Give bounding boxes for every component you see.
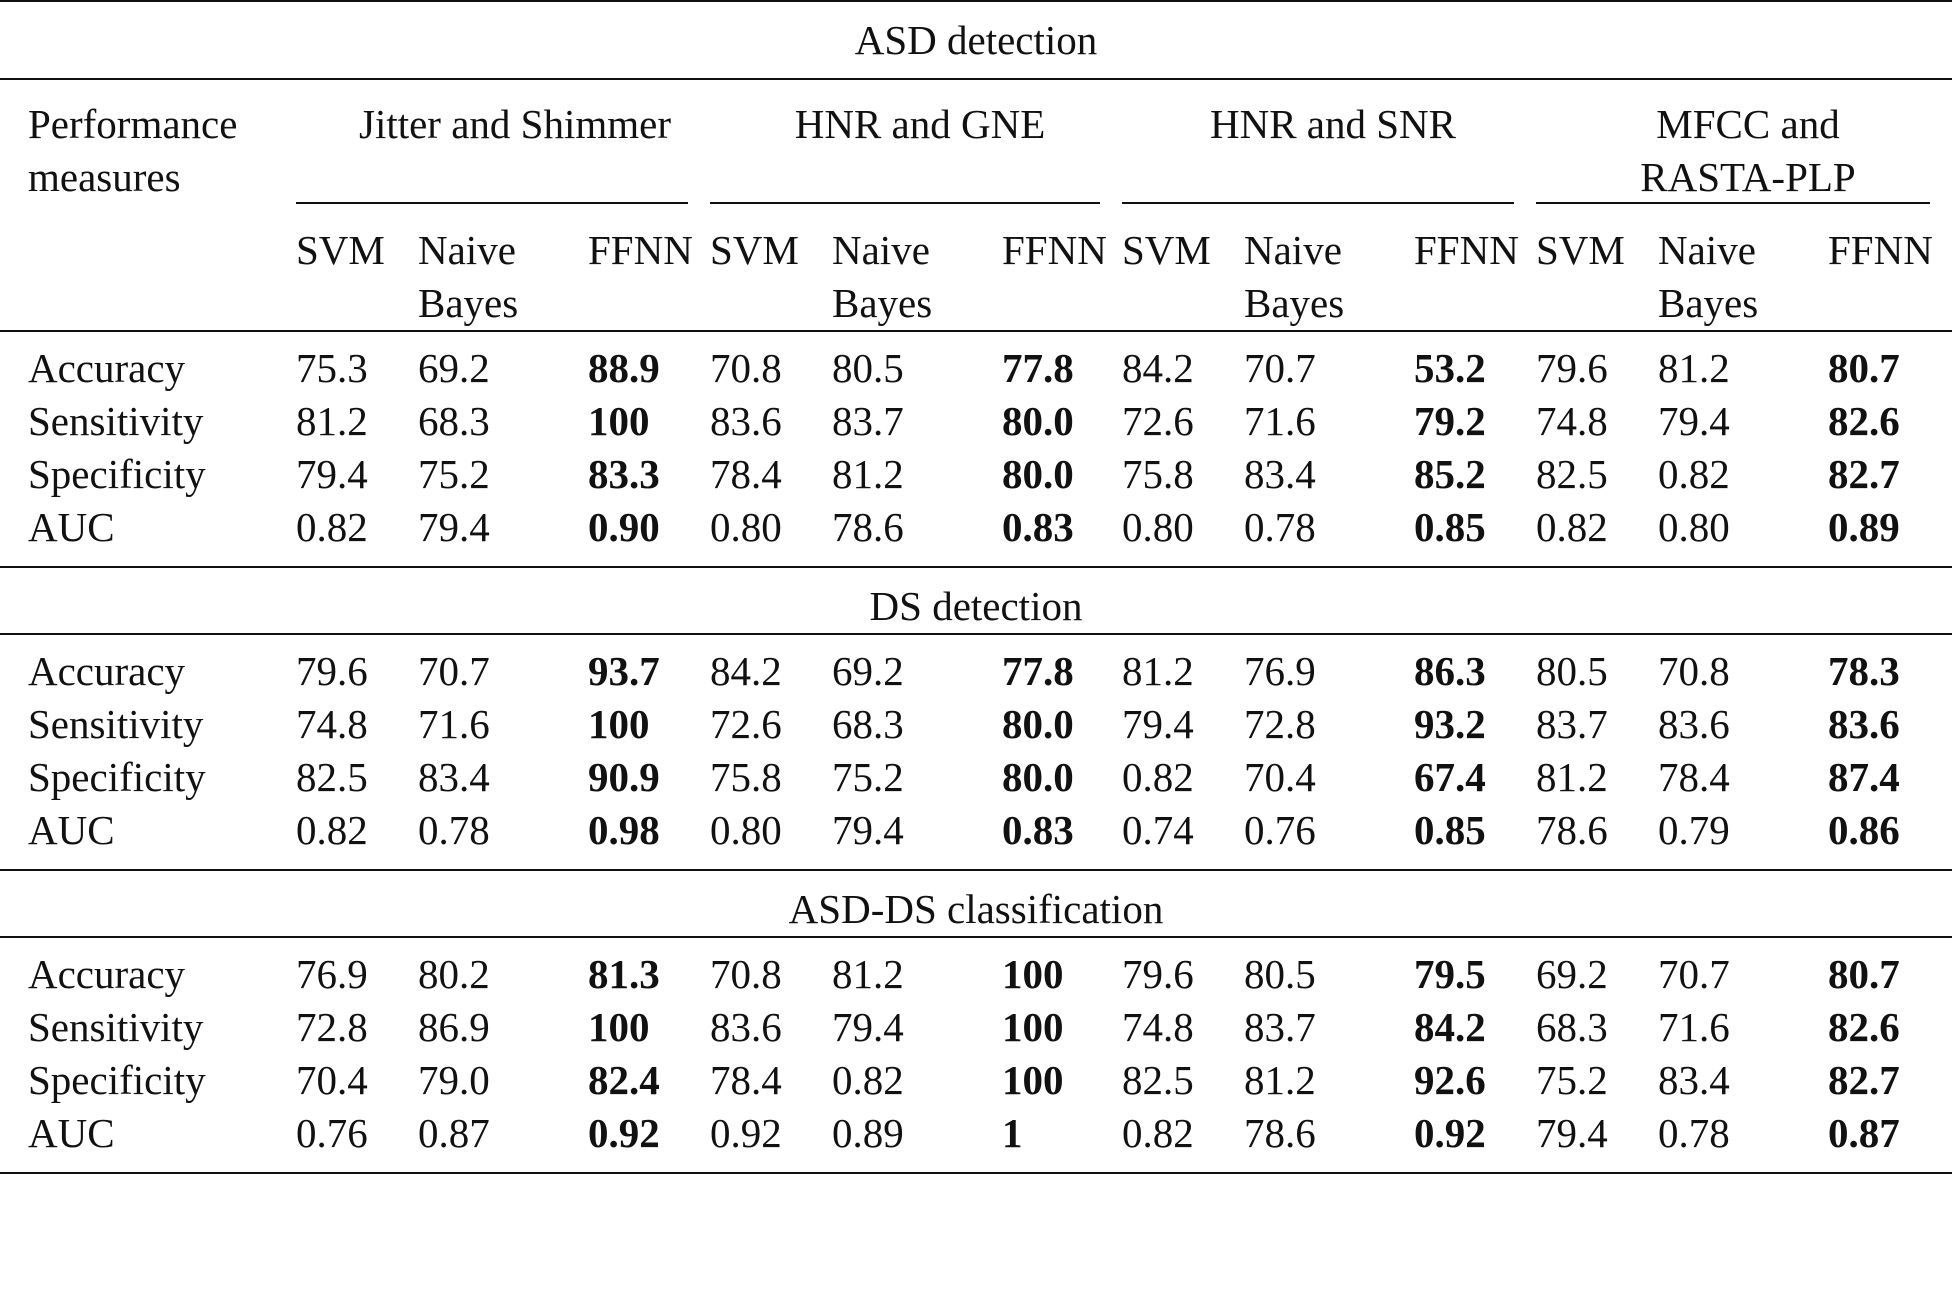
cell-value: 0.80 — [1658, 504, 1730, 550]
cell-value: 84.2 — [1122, 331, 1244, 395]
cell-value: 80.5 — [832, 331, 980, 395]
cell-ffnn-value: 80.7 — [1806, 331, 1952, 395]
cell-value: 76.9 — [1244, 634, 1392, 698]
classifier-label: Naive — [1244, 227, 1342, 273]
classifier-header — [832, 204, 980, 331]
cell-value: 81.2 — [1244, 1057, 1316, 1103]
cell-value: 70.7 — [1658, 937, 1806, 1001]
cell-ffnn-value: 82.6 — [1828, 398, 1900, 444]
cell-ffnn-value: 0.87 — [1806, 1107, 1952, 1173]
cell-value: 0.92 — [710, 1107, 832, 1173]
cell-value: 82.5 — [296, 754, 368, 800]
cell-ffnn-value: 0.85 — [1414, 807, 1486, 853]
classifier-label: SVM — [296, 227, 385, 273]
table-row — [0, 1054, 1952, 1107]
cell-value: 83.7 — [1244, 1004, 1316, 1050]
classifier-header — [980, 204, 1122, 331]
cell-value: 83.4 — [1658, 1057, 1730, 1103]
cell-ffnn-value: 82.4 — [588, 1057, 660, 1103]
cell-value: 0.82 — [832, 1057, 904, 1103]
cell-value: 0.78 — [418, 807, 490, 853]
classifier-header — [1536, 204, 1658, 331]
group-label: HNR and SNR — [1209, 101, 1457, 147]
classifier-label: FFNN — [588, 227, 693, 273]
classifier-header — [1392, 204, 1536, 331]
cell-value: 72.6 — [710, 701, 782, 747]
cell-value: 79.6 — [1122, 937, 1244, 1001]
cell-value: 69.2 — [418, 331, 566, 395]
cell-value: 83.7 — [1536, 701, 1608, 747]
cell-ffnn-value: 80.7 — [1806, 937, 1952, 1001]
cell-value: 78.6 — [1244, 1107, 1392, 1173]
cell-value: 79.4 — [832, 1004, 904, 1050]
classifier-label: Naive — [418, 227, 516, 273]
cell-ffnn-value: 0.89 — [1828, 504, 1900, 550]
cell-ffnn-value: 77.8 — [980, 331, 1122, 395]
cell-value: 78.4 — [710, 451, 782, 497]
cell-ffnn-value: 85.2 — [1414, 451, 1486, 497]
cell-value: 81.2 — [1658, 331, 1806, 395]
cell-ffnn-value: 80.0 — [1002, 701, 1074, 747]
cell-value: 70.7 — [418, 634, 566, 698]
cell-ffnn-value: 0.85 — [1414, 504, 1486, 550]
classifier-label: Naive — [1658, 227, 1756, 273]
group-header — [710, 79, 1122, 204]
cell-ffnn-value: 83.3 — [588, 451, 660, 497]
group-header — [1122, 79, 1536, 204]
cell-value: 75.8 — [1122, 451, 1194, 497]
cell-ffnn-value: 0.90 — [588, 504, 660, 550]
classifier-label: SVM — [1536, 227, 1625, 273]
measure-label: Sensitivity — [28, 398, 204, 444]
cell-value: 83.6 — [1658, 701, 1730, 747]
section-title-row — [0, 870, 1952, 937]
cell-value: 75.8 — [710, 754, 782, 800]
table-row — [0, 634, 1952, 698]
classifier-header — [296, 204, 418, 331]
measure-label: Accuracy — [0, 937, 296, 1001]
section-title: DS detection — [0, 567, 1952, 634]
table-row — [0, 698, 1952, 751]
cell-ffnn-value: 100 — [588, 398, 650, 444]
row-label-line1: Performance — [28, 101, 238, 147]
cell-ffnn-value: 82.7 — [1828, 451, 1900, 497]
cell-value: 78.4 — [710, 1057, 782, 1103]
table-row — [0, 751, 1952, 804]
cell-value: 75.2 — [418, 451, 490, 497]
classifier-label: FFNN — [1002, 227, 1107, 273]
cell-ffnn-value: 83.6 — [1828, 701, 1900, 747]
cell-value: 79.0 — [418, 1057, 490, 1103]
cell-value: 0.87 — [418, 1107, 566, 1173]
cell-value: 0.80 — [1122, 504, 1194, 550]
classifier-header — [1806, 204, 1952, 331]
cell-ffnn-value: 100 — [1002, 1057, 1064, 1103]
measure-label: AUC — [28, 504, 115, 550]
cell-value: 86.9 — [418, 1004, 490, 1050]
table-row — [0, 1001, 1952, 1054]
classifier-label: Naive — [832, 227, 930, 273]
cell-value: 79.4 — [296, 451, 368, 497]
cell-value: 83.6 — [710, 1004, 782, 1050]
cell-value: 83.6 — [710, 398, 782, 444]
cell-value: 81.2 — [296, 398, 368, 444]
cell-ffnn-value: 90.9 — [588, 754, 660, 800]
classifier-header — [566, 204, 710, 331]
cell-value: 76.9 — [296, 937, 418, 1001]
cell-ffnn-value: 80.0 — [1002, 754, 1074, 800]
cell-ffnn-value: 0.83 — [1002, 807, 1074, 853]
table-row — [0, 395, 1952, 448]
measure-label: Sensitivity — [28, 701, 204, 747]
group-label: Jitter and Shimmer — [358, 101, 671, 147]
cell-value: 81.2 — [1122, 634, 1244, 698]
cell-value: 72.6 — [1122, 398, 1194, 444]
cell-value: 0.74 — [1122, 807, 1194, 853]
cell-value: 68.3 — [832, 701, 904, 747]
cell-value: 0.82 — [296, 807, 368, 853]
measure-label: Specificity — [28, 451, 206, 497]
cell-value: 0.82 — [1658, 451, 1730, 497]
measure-label: Accuracy — [0, 634, 296, 698]
cell-ffnn-value: 82.6 — [1828, 1004, 1900, 1050]
cell-ffnn-value: 0.83 — [1002, 504, 1074, 550]
cell-ffnn-value: 0.86 — [1828, 807, 1900, 853]
cell-value: 71.6 — [1658, 1004, 1730, 1050]
cell-value: 0.76 — [1244, 807, 1316, 853]
measure-label: AUC — [28, 807, 115, 853]
classifier-label: FFNN — [1828, 227, 1933, 273]
cell-value: 70.4 — [1244, 754, 1316, 800]
cell-value: 68.3 — [1536, 1004, 1608, 1050]
measure-label: Sensitivity — [28, 1004, 204, 1050]
cell-value: 0.80 — [710, 807, 782, 853]
cell-value: 68.3 — [418, 398, 490, 444]
cell-value: 71.6 — [1244, 398, 1316, 444]
cell-ffnn-value: 100 — [588, 701, 650, 747]
cell-value: 0.80 — [710, 504, 782, 550]
cell-ffnn-value: 79.2 — [1414, 398, 1486, 444]
measure-label: Specificity — [28, 1057, 206, 1103]
cell-ffnn-value: 1 — [980, 1107, 1122, 1173]
cell-ffnn-value: 93.7 — [566, 634, 710, 698]
cell-value: 0.82 — [1122, 1107, 1244, 1173]
cell-ffnn-value: 67.4 — [1414, 754, 1486, 800]
cell-value: 79.6 — [1536, 331, 1658, 395]
cell-value: 80.2 — [418, 937, 566, 1001]
cell-ffnn-value: 53.2 — [1392, 331, 1536, 395]
cell-value: 75.2 — [1536, 1057, 1608, 1103]
section-title-row — [0, 567, 1952, 634]
classifier-label: FFNN — [1414, 227, 1519, 273]
classifier-label: SVM — [1122, 227, 1211, 273]
classifier-header — [1122, 204, 1244, 331]
cell-ffnn-value: 92.6 — [1414, 1057, 1486, 1103]
section-title-row — [0, 1, 1952, 79]
cell-value: 0.82 — [1536, 504, 1608, 550]
cell-value: 83.4 — [1244, 451, 1316, 497]
classifier-label: Bayes — [418, 280, 519, 326]
cell-value: 0.78 — [1244, 504, 1316, 550]
cell-ffnn-value: 100 — [588, 1004, 650, 1050]
classifier-header — [710, 204, 832, 331]
cell-ffnn-value: 0.98 — [588, 807, 660, 853]
cell-value: 0.89 — [832, 1107, 980, 1173]
cell-ffnn-value: 87.4 — [1828, 754, 1900, 800]
classifier-header — [1658, 204, 1806, 331]
section-title: ASD detection — [0, 1, 1952, 79]
classifier-label: Bayes — [1658, 280, 1759, 326]
cell-value: 72.8 — [1244, 701, 1316, 747]
cell-ffnn-value: 78.3 — [1806, 634, 1952, 698]
cell-value: 83.4 — [418, 754, 490, 800]
cell-value: 0.79 — [1658, 807, 1730, 853]
cell-value: 81.2 — [1536, 754, 1608, 800]
cell-value: 70.7 — [1244, 331, 1392, 395]
cell-value: 74.8 — [1536, 398, 1608, 444]
cell-value: 82.5 — [1536, 451, 1608, 497]
cell-value: 75.3 — [296, 331, 418, 395]
cell-value: 75.2 — [832, 754, 904, 800]
cell-value: 81.2 — [832, 937, 980, 1001]
cell-value: 79.4 — [1658, 398, 1730, 444]
group-label-line2: RASTA-PLP — [1640, 154, 1856, 200]
cell-ffnn-value: 0.92 — [1392, 1107, 1536, 1173]
cell-ffnn-value: 100 — [980, 937, 1122, 1001]
cell-ffnn-value: 93.2 — [1414, 701, 1486, 747]
cell-value: 79.4 — [1122, 701, 1194, 747]
cell-value: 79.4 — [832, 807, 904, 853]
cell-ffnn-value: 0.92 — [566, 1107, 710, 1173]
cell-ffnn-value: 77.8 — [980, 634, 1122, 698]
cell-value: 70.8 — [710, 937, 832, 1001]
cell-value: 84.2 — [710, 634, 832, 698]
cell-value: 79.6 — [296, 634, 418, 698]
cell-value: 74.8 — [296, 701, 368, 747]
section-title: ASD-DS classification — [0, 870, 1952, 937]
cell-ffnn-value: 84.2 — [1414, 1004, 1486, 1050]
table-row — [0, 1107, 1952, 1173]
measure-label: AUC — [0, 1107, 296, 1173]
cell-value: 74.8 — [1122, 1004, 1194, 1050]
cell-value: 78.4 — [1658, 754, 1730, 800]
cell-value: 69.2 — [1536, 937, 1658, 1001]
table-row — [0, 448, 1952, 501]
cell-value: 70.4 — [296, 1057, 368, 1103]
cell-value: 79.4 — [418, 504, 490, 550]
group-label: HNR and GNE — [794, 101, 1046, 147]
measure-label: Specificity — [28, 754, 206, 800]
cell-value: 69.2 — [832, 634, 980, 698]
classifier-header — [1244, 204, 1392, 331]
cell-value: 78.6 — [1536, 807, 1608, 853]
group-header — [296, 79, 710, 204]
table-row — [0, 501, 1952, 567]
cell-value: 0.82 — [296, 504, 368, 550]
cell-value: 81.2 — [832, 451, 904, 497]
row-label-header — [0, 79, 296, 331]
table-row — [0, 804, 1952, 870]
classifier-header — [418, 204, 566, 331]
cell-ffnn-value: 79.5 — [1392, 937, 1536, 1001]
cell-ffnn-value: 80.0 — [1002, 398, 1074, 444]
row-label-line2: measures — [28, 154, 181, 200]
table-row — [0, 331, 1952, 395]
cell-value: 80.5 — [1536, 634, 1658, 698]
cell-ffnn-value: 81.3 — [566, 937, 710, 1001]
cell-value: 78.6 — [832, 504, 904, 550]
cell-value: 70.8 — [1658, 634, 1806, 698]
classifier-label: Bayes — [832, 280, 933, 326]
cell-value: 72.8 — [296, 1004, 368, 1050]
cell-value: 70.8 — [710, 331, 832, 395]
cell-value: 0.82 — [1122, 754, 1194, 800]
group-header — [1536, 79, 1952, 204]
cell-value: 82.5 — [1122, 1057, 1194, 1103]
classifier-label: Bayes — [1244, 280, 1345, 326]
group-header-row — [0, 79, 1952, 204]
cell-ffnn-value: 86.3 — [1392, 634, 1536, 698]
group-label-line1: MFCC and — [1656, 101, 1840, 147]
cell-value: 80.5 — [1244, 937, 1392, 1001]
table-row — [0, 937, 1952, 1001]
measure-label: Accuracy — [0, 331, 296, 395]
cell-ffnn-value: 82.7 — [1828, 1057, 1900, 1103]
cell-ffnn-value: 80.0 — [1002, 451, 1074, 497]
classifier-label: SVM — [710, 227, 799, 273]
cell-value: 83.7 — [832, 398, 904, 444]
cell-value: 0.76 — [296, 1107, 418, 1173]
cell-value: 0.78 — [1658, 1107, 1806, 1173]
cell-ffnn-value: 88.9 — [566, 331, 710, 395]
cell-value: 79.4 — [1536, 1107, 1658, 1173]
cell-value: 71.6 — [418, 701, 490, 747]
cell-ffnn-value: 100 — [1002, 1004, 1064, 1050]
